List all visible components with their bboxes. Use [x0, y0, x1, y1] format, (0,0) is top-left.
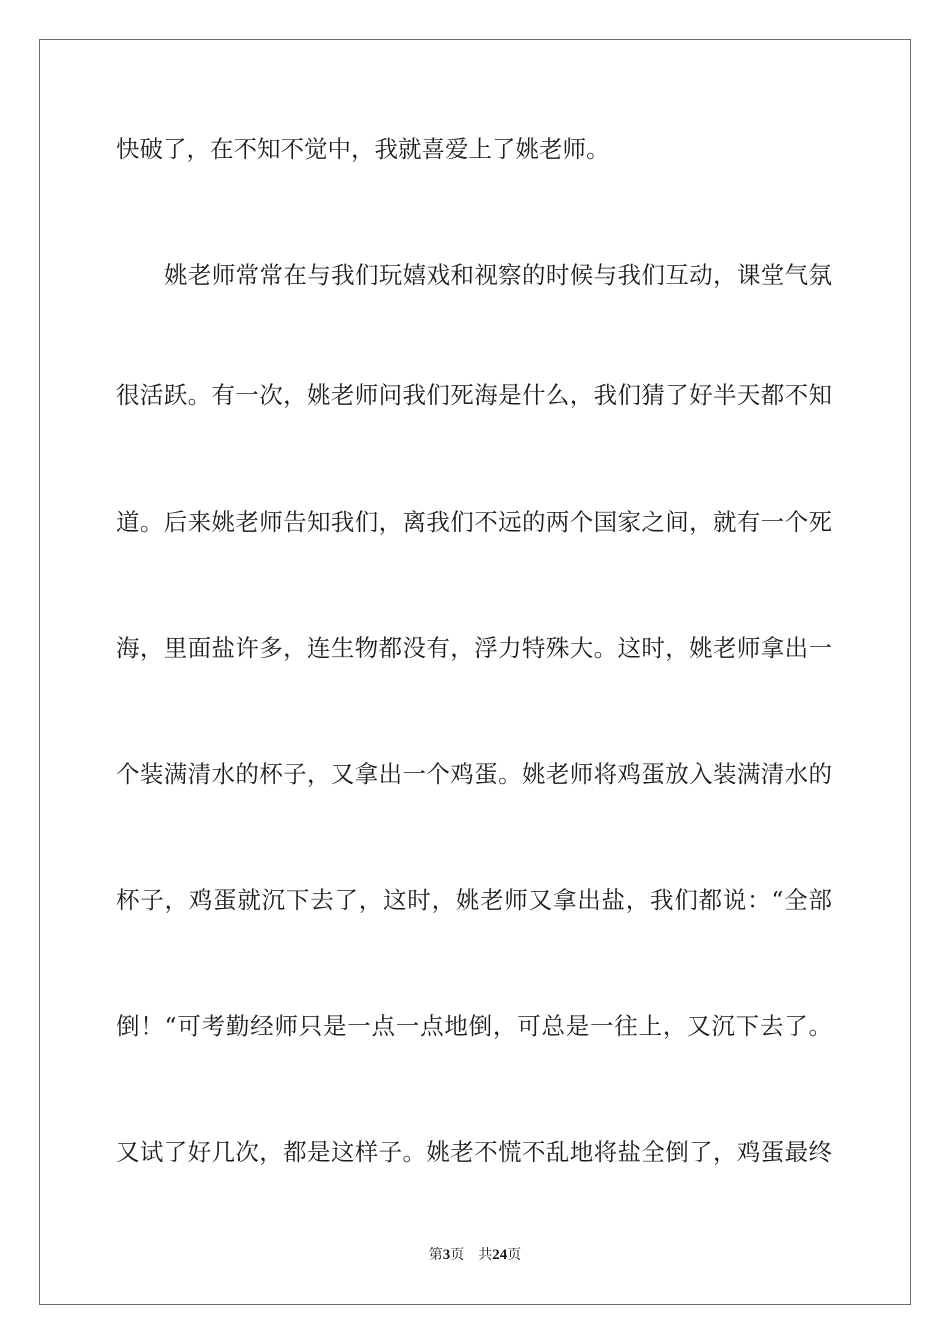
page-footer — [0, 1244, 950, 1264]
paragraph-line: 个装满清水的杯子，又拿出一个鸡蛋。姚老师将鸡蛋放入装满清水的 — [116, 760, 832, 788]
paragraph-line: 海，里面盐许多，连生物都没有，浮力特殊大。这时，姚老师拿出一 — [116, 634, 832, 662]
paragraph-line: 杯子，鸡蛋就沉下去了，这时，姚老师又拿出盐，我们都说：“全部 — [116, 886, 832, 914]
page-number: 3 — [442, 1247, 451, 1263]
paragraph-line: 又试了好几次，都是这样子。姚老不慌不乱地将盐全倒了，鸡蛋最终 — [116, 1138, 832, 1166]
total-pages: 24 — [492, 1247, 508, 1263]
page-suffix: 页 — [450, 1247, 465, 1263]
paragraph-line: 倒！“可考勤经师只是一点一点地倒，可总是一往上，又沉下去了。 — [116, 1012, 832, 1040]
paragraph-line: 快破了，在不知不觉中，我就喜爱上了姚老师。 — [116, 135, 610, 163]
total-prefix: 共 — [478, 1247, 493, 1263]
paragraph-line: 姚老师常常在与我们玩嬉戏和视察的时候与我们互动，课堂气氛 — [164, 261, 832, 289]
total-suffix: 页 — [507, 1247, 522, 1263]
paragraph-line: 很活跃。有一次，姚老师问我们死海是什么，我们猜了好半天都不知 — [116, 381, 832, 409]
page-border — [39, 39, 911, 1305]
page-prefix: 第 — [428, 1247, 443, 1263]
paragraph-line: 道。后来姚老师告知我们，离我们不远的两个国家之间，就有一个死 — [116, 508, 832, 536]
